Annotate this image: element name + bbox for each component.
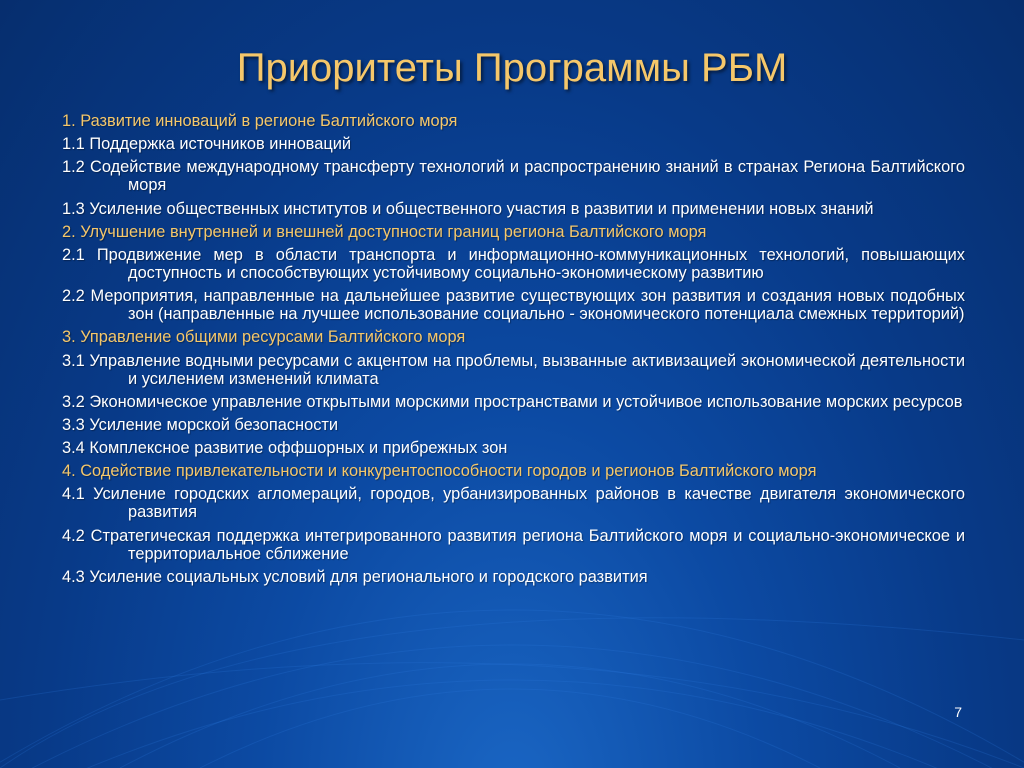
priority-heading: 3. Управление общими ресурсами Балтийского моря — [62, 328, 466, 347]
priority-subitem: 1.1 Поддержка источников инноваций — [62, 135, 352, 154]
priority-subitem: 4.1 Усиление городских агломераций, городов, урбанизированных районов в качестве двигателя экономического развития — [62, 485, 965, 522]
page-number: 7 — [954, 704, 962, 720]
priority-subitem: 2.2 Мероприятия, направленные на дальнейшее развитие существующих зон развития и создания новых подобных зон (направленные на лучшее использование социально - экономического потенциала смежных территорий) — [62, 287, 965, 324]
priority-subitem: 3.1 Управление водными ресурсами с акцентом на проблемы, вызванные активизацией экономической деятельности и усилением изменений климата — [62, 351, 965, 388]
priority-heading: 2. Улучшение внутренней и внешней доступности границ региона Балтийского моря — [62, 222, 707, 241]
priority-heading: 4. Содействие привлекательности и конкурентоспособности городов и регионов Балтийского моря — [62, 462, 817, 481]
priorities-list — [62, 112, 965, 591]
priority-heading: 1. Развитие инноваций в регионе Балтийского моря — [62, 112, 458, 130]
priority-subitem: 4.2 Стратегическая поддержка интегрированного развития региона Балтийского моря и социально-экономическое и территориальное сближение — [62, 526, 965, 563]
slide-title: Приоритеты Программы РБМ — [236, 46, 788, 90]
priority-subitem: 1.3 Усиление общественных институтов и общественного участия в развитии и применении новых знаний — [62, 199, 874, 218]
priority-subitem: 3.4 Комплексное развитие оффшорных и прибрежных зон — [62, 439, 508, 458]
priority-subitem: 2.1 Продвижение мер в области транспорта и информационно-коммуникационных технологий, повышающих доступность и способствующих устойчивому социально-экономическому развитию — [62, 245, 965, 282]
priority-subitem: 4.3 Усиление социальных условий для регионального и городского развития — [62, 567, 648, 586]
priority-subitem: 1.2 Содействие международному трансферту технологий и распространению знаний в странах Региона Балтийского моря — [62, 158, 965, 195]
priority-subitem: 3.3 Усиление морской безопасности — [62, 415, 339, 434]
priority-subitem: 3.2 Экономическое управление открытыми морскими пространствами и устойчивое использование морских ресурсов — [62, 392, 963, 411]
